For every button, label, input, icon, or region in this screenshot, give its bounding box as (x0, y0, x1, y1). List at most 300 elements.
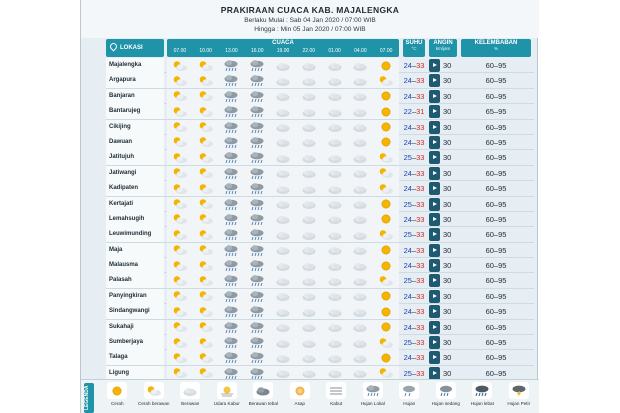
wind-speed: 30 (443, 91, 452, 101)
cloud-icon (322, 197, 348, 212)
location-name: Sukahaji (106, 320, 164, 335)
location-name: Palasah (106, 273, 164, 288)
angin-unit: km/jam (435, 46, 451, 51)
cloud-icon (180, 382, 200, 399)
temp-separator: – (411, 91, 417, 101)
wind-speed: 30 (443, 107, 452, 117)
humidity: 60–95 (485, 137, 507, 147)
partly-cloudy-icon (193, 58, 219, 73)
cloud-icon (270, 350, 296, 365)
partly-cloudy-icon (167, 58, 193, 73)
cloud-icon (347, 320, 373, 335)
table-row (106, 197, 534, 212)
temp-min: 24 (403, 61, 412, 70)
local-rain-icon (219, 320, 245, 335)
cloud-icon (322, 212, 348, 227)
cloud-icon (347, 243, 373, 258)
legend-item (501, 382, 538, 406)
cloud-icon (270, 73, 296, 88)
temp-min: 24 (403, 76, 412, 86)
local-rain-icon (244, 243, 270, 258)
local-rain-icon (244, 104, 270, 119)
temp-min: 24 (403, 184, 412, 194)
humidity: 60–95 (485, 261, 507, 271)
humidity: 60–95 (485, 291, 507, 301)
temp-max: 33 (416, 368, 425, 378)
legend-label: Asap (294, 401, 305, 406)
temp-min: 25 (403, 276, 412, 286)
temp-max: 33 (416, 230, 425, 240)
temp-separator: – (411, 322, 417, 332)
cloud-icon (322, 104, 348, 119)
heavy-rain-icon (472, 382, 492, 399)
location-name: Panyingkiran (106, 289, 164, 304)
wind-speed: 30 (443, 276, 452, 286)
location-name: Dawuan (106, 135, 164, 150)
partly-cloudy-icon (193, 197, 219, 212)
wind-info (429, 105, 457, 118)
legend-item (318, 382, 355, 406)
wind-direction-icon (429, 228, 440, 241)
temp-max: 33 (416, 276, 425, 286)
location-name: Bantarujeg (106, 104, 164, 119)
humidity: 60–95 (485, 338, 507, 348)
local-rain-icon (219, 135, 245, 150)
temp-min: 25 (403, 230, 412, 240)
cloud-icon (270, 89, 296, 104)
cloud-icon (347, 273, 373, 288)
angin-label: ANGIN (433, 40, 453, 46)
partly-cloudy-icon (193, 273, 219, 288)
temperature-range (403, 243, 425, 258)
temperature-range (403, 197, 425, 212)
sun-icon (373, 135, 399, 150)
temp-max: 33 (416, 122, 425, 132)
local-rain-icon (244, 273, 270, 288)
wind-direction-icon (429, 336, 440, 349)
legend-label: Hujan Lokal (360, 401, 385, 406)
temp-max: 33 (416, 261, 425, 271)
local-rain-icon (244, 320, 270, 335)
wind-info (429, 305, 457, 318)
partly-cloudy-icon (193, 258, 219, 273)
sun-icon (373, 212, 399, 227)
wind-info (429, 90, 457, 103)
local-rain-icon (219, 120, 245, 135)
humidity: 60–95 (485, 307, 507, 317)
location-name: Jatiwangi (106, 166, 164, 181)
rain-icon (399, 382, 419, 399)
weather-strip (167, 258, 399, 273)
fog-icon (326, 382, 346, 399)
cloud-icon (322, 243, 348, 258)
local-rain-icon (219, 304, 245, 319)
cloud-icon (322, 335, 348, 350)
wind-direction-icon (429, 259, 440, 272)
temp-separator: – (411, 245, 417, 255)
weather-strip (167, 73, 399, 88)
table-row (106, 243, 534, 258)
wind-direction-icon (429, 244, 440, 257)
cloud-icon (322, 166, 348, 181)
cloud-icon (322, 289, 348, 304)
humidity: 60–95 (485, 353, 507, 363)
cloud-icon (347, 73, 373, 88)
wind-info (429, 213, 457, 226)
temp-max: 33 (416, 168, 425, 178)
cloud-icon (296, 273, 322, 288)
partly-cloudy-icon (193, 320, 219, 335)
local-rain-icon (219, 243, 245, 258)
partly-cloudy-icon (373, 166, 399, 181)
local-rain-icon (219, 289, 245, 304)
wind-direction-icon (429, 305, 440, 318)
local-rain-icon (363, 382, 383, 399)
local-rain-icon (244, 304, 270, 319)
location-name: Leuwimunding (106, 227, 164, 242)
wind-speed: 30 (443, 184, 452, 194)
temp-min: 24 (403, 122, 412, 132)
time-slot: 19.00 (276, 48, 290, 54)
temp-max: 33 (416, 184, 425, 194)
temp-separator: – (411, 153, 417, 163)
time-slots (167, 48, 399, 54)
wind-speed: 30 (443, 61, 452, 70)
partly-cloudy-icon (193, 73, 219, 88)
location-name: Kadipaten (106, 181, 164, 196)
wind-info (429, 290, 457, 303)
time-slot: 07.00 (173, 48, 187, 54)
partly-cloudy-icon (373, 181, 399, 196)
table-row (106, 289, 534, 304)
page-title: PRAKIRAAN CUACA KAB. MAJALENGKA (220, 5, 400, 15)
local-rain-icon (219, 227, 245, 242)
temperature-range (403, 120, 425, 135)
temp-separator: – (411, 168, 417, 178)
wind-speed: 30 (443, 338, 452, 348)
humidity: 60–95 (485, 153, 507, 163)
cloud-icon (270, 166, 296, 181)
wind-info (429, 59, 457, 72)
partly-cloudy-icon (167, 243, 193, 258)
legend-item (355, 382, 392, 406)
legend-item (464, 382, 501, 406)
cloud-icon (270, 273, 296, 288)
cloud-icon (270, 150, 296, 165)
wind-info (429, 182, 457, 195)
temp-min: 22 (403, 107, 412, 117)
wind-direction-icon (429, 151, 440, 164)
humidity: 60–95 (485, 184, 507, 194)
cloud-icon (270, 227, 296, 242)
weather-strip (167, 273, 399, 288)
partly-cloudy-icon (373, 150, 399, 165)
cloud-icon (270, 181, 296, 196)
local-rain-icon (219, 212, 245, 227)
local-rain-icon (244, 227, 270, 242)
temp-separator: – (411, 307, 417, 317)
temperature-range (403, 273, 425, 288)
local-rain-icon (244, 350, 270, 365)
humidity: 60–95 (485, 199, 507, 209)
sun-icon (373, 104, 399, 119)
weather-strip (167, 335, 399, 350)
humidity: 60–95 (485, 122, 507, 132)
partly-cloudy-icon (167, 335, 193, 350)
wind-info (429, 121, 457, 134)
cloud-icon (347, 120, 373, 135)
location-name: Sumberjaya (106, 335, 164, 350)
table-row (106, 135, 534, 150)
legend-label: Kabut (330, 401, 343, 406)
wind-direction-icon (429, 274, 440, 287)
local-rain-icon (219, 350, 245, 365)
temp-max: 33 (416, 137, 425, 147)
sun-icon (373, 320, 399, 335)
temp-separator: – (411, 353, 417, 363)
legend (81, 379, 539, 413)
weather-strip (167, 197, 399, 212)
legend-label: Hujan Petir (507, 401, 531, 406)
cloud-icon (347, 58, 373, 73)
local-rain-icon (244, 58, 270, 73)
table-row (106, 320, 534, 335)
temp-min: 24 (403, 137, 412, 147)
temp-separator: – (411, 107, 417, 117)
temp-min: 24 (403, 291, 412, 301)
humidity: 60–95 (485, 76, 507, 86)
location-name: Maja (106, 243, 164, 258)
temp-max: 33 (416, 338, 425, 348)
location-name: Ligung (106, 366, 164, 381)
weather-strip (167, 89, 399, 104)
sun-icon (373, 289, 399, 304)
partly-cloudy-icon (167, 73, 193, 88)
temp-min: 24 (403, 322, 412, 332)
cloud-icon (347, 212, 373, 227)
wind-speed: 30 (443, 261, 452, 271)
table-row (106, 258, 534, 273)
location-name: Banjaran (106, 89, 164, 104)
partly-cloudy-icon (193, 150, 219, 165)
legend-item (282, 382, 319, 406)
local-rain-icon (244, 166, 270, 181)
partly-cloudy-icon (193, 243, 219, 258)
temperature-range (403, 227, 425, 242)
kelembaban-label: KELEMBABAN (474, 40, 518, 46)
suhu-label: SUHU (405, 40, 423, 46)
temp-separator: – (411, 61, 417, 70)
humidity: 60–95 (485, 276, 507, 286)
cloud-icon (347, 258, 373, 273)
cloud-icon (270, 335, 296, 350)
cloud-icon (296, 243, 322, 258)
temperature-range (403, 258, 425, 273)
wind-speed: 30 (443, 322, 452, 332)
humidity: 60–95 (485, 91, 507, 101)
partly-cloudy-icon (373, 73, 399, 88)
temp-separator: – (411, 214, 417, 224)
partly-cloudy-icon (193, 304, 219, 319)
legend-item (209, 382, 246, 406)
wind-speed: 30 (443, 153, 452, 163)
partly-cloudy-icon (167, 350, 193, 365)
cloud-icon (322, 150, 348, 165)
cloud-icon (270, 197, 296, 212)
wind-info (429, 259, 457, 272)
sun-icon (373, 258, 399, 273)
sun-icon (373, 197, 399, 212)
wind-direction-icon (429, 74, 440, 87)
cloud-icon (322, 58, 348, 73)
local-rain-icon (244, 89, 270, 104)
cloud-icon (270, 104, 296, 119)
location-name: Sindangwangi (106, 304, 164, 319)
legend-item (172, 382, 209, 406)
cloud-icon (322, 350, 348, 365)
temperature-range (403, 289, 425, 304)
cloud-icon (347, 181, 373, 196)
cloud-icon (296, 89, 322, 104)
legend-label: Cerah berawan (138, 401, 170, 406)
local-rain-icon (244, 258, 270, 273)
wind-info (429, 274, 457, 287)
local-rain-icon (244, 73, 270, 88)
table-row (106, 212, 534, 227)
temp-separator: – (411, 184, 417, 194)
wind-direction-icon (429, 351, 440, 364)
temperature-range (403, 58, 425, 73)
partly-cloudy-icon (373, 227, 399, 242)
cloud-icon (322, 258, 348, 273)
humidity: 60–95 (485, 168, 507, 178)
moderate-rain-icon (436, 382, 456, 399)
cloud-icon (347, 150, 373, 165)
local-rain-icon (244, 135, 270, 150)
wind-info (429, 336, 457, 349)
cuaca-label: CUACA (272, 40, 294, 46)
legend-label: Hujan (403, 401, 416, 406)
time-slot: 22.00 (302, 48, 316, 54)
weather-strip (167, 181, 399, 196)
partly-cloudy-icon (167, 150, 193, 165)
valid-from: Berlaku Mulai : Sab 04 Jan 2020 / 07:00 WIB (244, 17, 376, 24)
partly-cloudy-icon (144, 382, 164, 399)
cloud-icon (296, 73, 322, 88)
partly-cloudy-icon (167, 104, 193, 119)
wind-info (429, 167, 457, 180)
partly-cloudy-icon (193, 350, 219, 365)
temp-min: 25 (403, 153, 412, 163)
local-rain-icon (219, 166, 245, 181)
cloud-icon (322, 73, 348, 88)
partly-cloudy-icon (193, 335, 219, 350)
humidity: 60–95 (485, 61, 507, 70)
local-rain-icon (219, 197, 245, 212)
location-name: Argapura (106, 73, 164, 88)
cloud-icon (270, 135, 296, 150)
wind-direction-icon (429, 121, 440, 134)
temperature-range (403, 104, 425, 119)
table-row (106, 227, 534, 242)
wind-speed: 30 (443, 122, 452, 132)
partly-cloudy-icon (167, 320, 193, 335)
local-rain-icon (244, 212, 270, 227)
weather-strip (167, 135, 399, 150)
weather-strip (167, 150, 399, 165)
temp-max: 33 (416, 199, 425, 209)
weather-strip (167, 243, 399, 258)
legend-label: Berawan tebal (248, 401, 278, 406)
temp-separator: – (411, 122, 417, 132)
table-row (106, 335, 534, 350)
sun-icon (373, 304, 399, 319)
temperature-range (403, 181, 425, 196)
temp-max: 33 (416, 353, 425, 363)
temp-max: 33 (416, 291, 425, 301)
partly-cloudy-icon (167, 135, 193, 150)
wind-info (429, 351, 457, 364)
wind-direction-icon (429, 105, 440, 118)
cloud-icon (322, 227, 348, 242)
column-header-lokasi (106, 39, 164, 57)
partly-cloudy-icon (167, 120, 193, 135)
local-rain-icon (219, 335, 245, 350)
wind-speed: 30 (443, 368, 452, 378)
cloud-icon (270, 304, 296, 319)
weather-strip (167, 227, 399, 242)
legend-item (136, 382, 173, 406)
wind-direction-icon (429, 59, 440, 72)
wind-info (429, 198, 457, 211)
cloud-icon (347, 227, 373, 242)
temperature-range (403, 304, 425, 319)
table-row (106, 304, 534, 319)
cloud-icon (296, 289, 322, 304)
local-rain-icon (219, 258, 245, 273)
temperature-range (403, 166, 425, 181)
forecast-header (81, 0, 539, 38)
legend-label: Cerah (110, 401, 124, 406)
forecast-table (106, 58, 534, 381)
temp-min: 24 (403, 214, 412, 224)
temp-min: 24 (403, 245, 412, 255)
wind-direction-icon (429, 90, 440, 103)
temp-min: 25 (403, 199, 412, 209)
cloud-icon (296, 166, 322, 181)
humidity: 60–95 (485, 245, 507, 255)
local-rain-icon (244, 197, 270, 212)
temp-max: 33 (416, 153, 425, 163)
cloud-icon (296, 335, 322, 350)
table-row (106, 73, 534, 88)
partly-cloudy-icon (167, 273, 193, 288)
legend-label: Hujan sedang (431, 401, 460, 406)
partly-cloudy-icon (373, 335, 399, 350)
location-name: Cikijing (106, 120, 164, 135)
wind-direction-icon (429, 290, 440, 303)
partly-cloudy-icon (193, 104, 219, 119)
weather-strip (167, 320, 399, 335)
humidity: 60–95 (485, 214, 507, 224)
wind-direction-icon (429, 367, 440, 380)
partly-cloudy-icon (167, 89, 193, 104)
smoke-icon (290, 382, 310, 399)
temp-max: 33 (416, 76, 425, 86)
temp-separator: – (411, 230, 417, 240)
cloud-icon (296, 258, 322, 273)
temperature-range (403, 320, 425, 335)
